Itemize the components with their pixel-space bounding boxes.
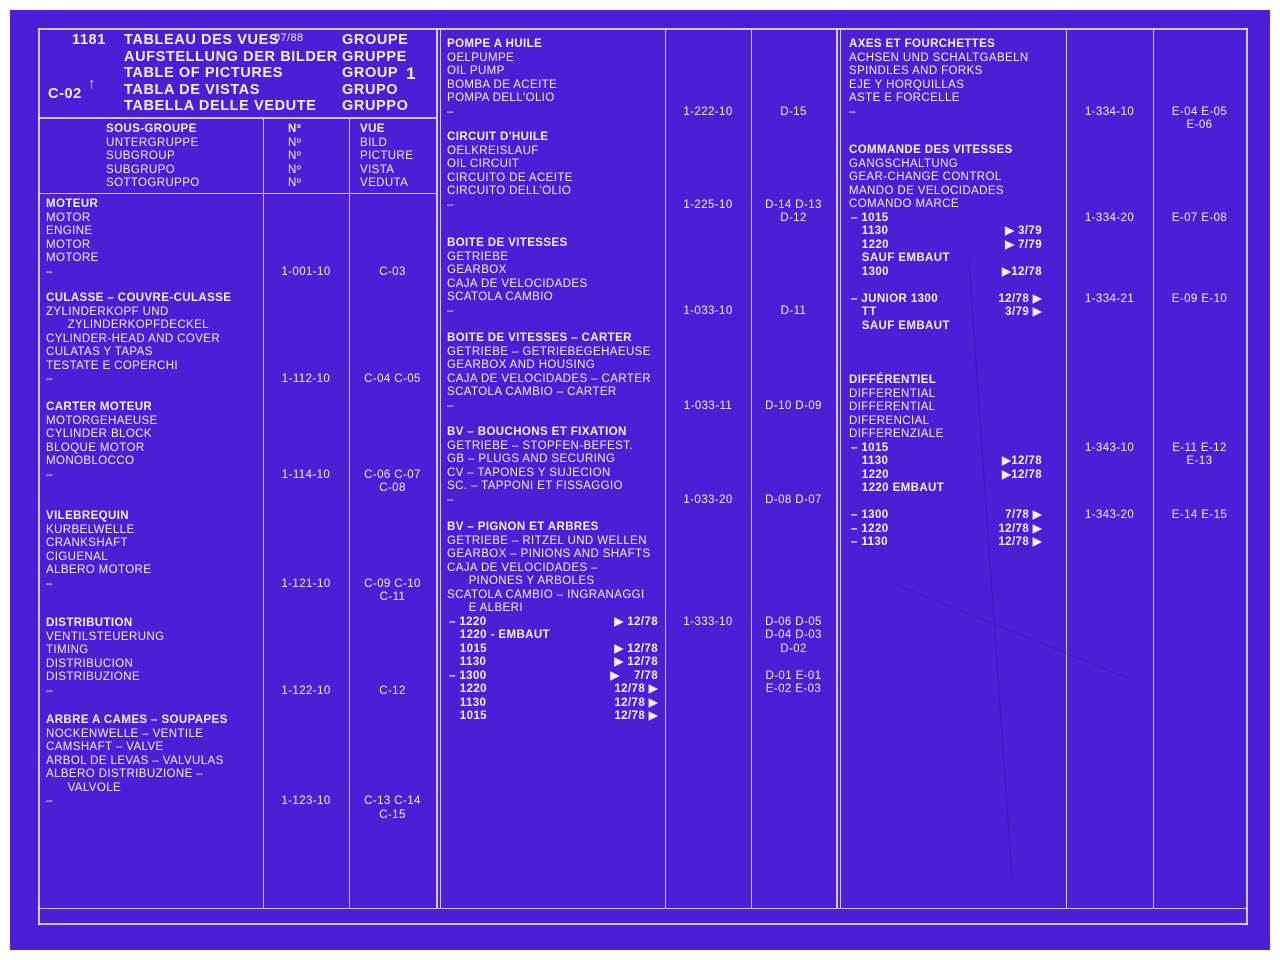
section-heading: BV – PIGNON ET ARBRES: [447, 521, 599, 533]
subheader-number: Nº: [288, 177, 302, 189]
panel3-left: [840, 28, 841, 908]
subheader-subgroup: SUBGRUPO: [106, 163, 176, 176]
header-title-line: TABELLA DELLE VEDUTE: [124, 98, 317, 114]
section-line: GEARBOX: [447, 264, 507, 276]
view-ref: E-06: [1186, 119, 1213, 131]
section-heading: CULASSE – COUVRE-CULASSE: [46, 292, 232, 304]
view-ref: E-14 E-15: [1171, 509, 1228, 521]
variant-label: – JUNIOR 1300: [851, 292, 939, 305]
part-number: 1-121-10: [281, 577, 331, 590]
section-line: ENGINE: [46, 225, 93, 237]
variant-label: SAUF EMBAUT: [851, 319, 950, 332]
part-number: 1-225-10: [683, 198, 733, 211]
section-line: BLOQUE MOTOR: [46, 441, 145, 454]
section-line: VENTILSTEUERUNG: [46, 630, 165, 643]
section-line: CAJA DE VELOCIDADES – CARTER: [447, 372, 651, 385]
section-line: GEARBOX – PINIONS AND SHAFTS: [447, 548, 651, 560]
subheader-number: Nº: [288, 163, 302, 176]
view-ref: C-11: [379, 591, 406, 603]
view-ref: E-13: [1186, 455, 1213, 467]
view-ref: E-09 E-10: [1171, 292, 1228, 305]
subheader-number: Nº: [288, 123, 302, 135]
section-line: DISTRIBUZIONE: [46, 671, 141, 683]
section-heading: CIRCUIT D'HUILE: [447, 131, 549, 143]
section-line: –: [447, 493, 454, 506]
variant-label: – 1220: [449, 615, 487, 628]
section-heading: ARBRE A CAMES – SOUPAPES: [46, 714, 228, 726]
section-line: –: [447, 198, 454, 211]
subheader-subgroup: SOUS-GROUPE: [106, 123, 197, 135]
view-ref: D-06 D-05: [765, 615, 822, 628]
variant-date: ▶ 12/78: [614, 615, 658, 628]
section-line: EJE Y HORQUILLAS: [849, 78, 965, 91]
part-number: 1-122-10: [281, 684, 331, 697]
header-group-label: GROUPE: [342, 32, 409, 48]
section-line: TESTATE E COPERCHI: [46, 359, 179, 372]
up-arrow-icon: ↑: [88, 76, 96, 92]
frame-left: [38, 28, 40, 925]
variant-date: ▶ 12/78: [614, 642, 658, 655]
section-line: CIRCUITO DE ACEITE: [447, 171, 573, 184]
section-line: GETRIEBE – RITZEL UND WELLEN: [447, 534, 647, 547]
sheet-number: 1181: [72, 32, 106, 48]
section-heading: COMMANDE DES VITESSES: [849, 144, 1013, 156]
section-line: –: [447, 105, 454, 118]
section-line: MOTOR: [46, 238, 91, 251]
section-line: GETRIEBE – STOPFEN-BEFEST.: [447, 439, 633, 452]
section-line: DISTRIBUCION: [46, 657, 134, 670]
section-line: MONOBLOCCO: [46, 455, 135, 467]
section-line: –: [46, 265, 53, 278]
section-line: DIFERENCIAL: [849, 414, 930, 427]
panel1-col-no: [263, 117, 264, 908]
view-ref: E-11 E-12: [1172, 441, 1227, 454]
view-ref: D-01 E-01: [765, 669, 822, 682]
part-number: 1-123-10: [281, 795, 331, 807]
variant-date: 3/79 ▶: [1005, 306, 1042, 318]
subheader-divider: [38, 193, 436, 194]
section-line: CYLINDER BLOCK: [46, 428, 152, 440]
section-line: SC. – TAPPONI ET FISSAGGIO: [447, 480, 623, 492]
header-title-line: AUFSTELLUNG DER BILDER: [124, 48, 338, 65]
view-ref: D-12: [780, 212, 807, 224]
section-line: CRANKSHAFT: [46, 537, 128, 549]
section-line: PINONES Y ARBOLES: [447, 575, 595, 587]
section-line: OIL CIRCUIT: [447, 158, 520, 170]
part-number: 1-334-21: [1084, 292, 1135, 305]
variant-label: 1220: [851, 468, 889, 481]
header-group-label: GRUPPE: [342, 48, 407, 65]
subheader-subgroup: UNTERGRUPPE: [106, 136, 199, 149]
section-line: CYLINDER-HEAD AND COVER: [46, 332, 221, 345]
subheader-number: Nº: [288, 136, 302, 149]
header-group-label: GROUP: [342, 65, 399, 81]
section-line: ZYLINDERKOPFDECKEL: [46, 319, 209, 331]
section-heading: BOITE DE VITESSES – CARTER: [447, 332, 632, 344]
section-line: –: [46, 684, 53, 697]
part-number: 1-033-20: [683, 493, 733, 506]
section-line: CAMSHAFT – VALVE: [46, 741, 164, 753]
parts-catalogue-sheet: [10, 10, 1270, 950]
part-number: 1-334-20: [1084, 211, 1135, 224]
section-line: KURBELWELLE: [46, 523, 135, 536]
sheet-code: C-02: [48, 86, 82, 102]
header-divider: [38, 117, 436, 119]
subheader-view: BILD: [360, 136, 388, 149]
section-line: GEAR-CHANGE CONTROL: [849, 171, 1002, 183]
header-title-line: TABLEAU DES VUES: [124, 32, 280, 48]
section-line: SCATOLA CAMBIO: [447, 291, 554, 303]
frame-bottom: [38, 923, 1248, 925]
section-line: BOMBA DE ACEITE: [447, 78, 558, 91]
section-line: –: [46, 373, 53, 385]
section-line: CAJA DE VELOCIDADES: [447, 277, 588, 290]
part-number: 1-333-10: [683, 615, 733, 628]
variant-date: ▶12/78: [1001, 265, 1042, 278]
section-line: OELPUMPE: [447, 51, 515, 64]
part-number: 1-114-10: [281, 468, 331, 481]
variant-label: 1130: [851, 455, 889, 467]
panel1-right: [436, 28, 438, 908]
variant-label: TT: [851, 306, 877, 318]
section-line: –: [46, 577, 53, 590]
variant-label: – 1300: [851, 509, 889, 521]
panel3-col-no: [1066, 28, 1067, 908]
view-ref: C-13 C-14: [364, 795, 421, 807]
section-heading: BV – BOUCHONS ET FIXATION: [447, 426, 627, 438]
subheader-view: VUE: [360, 123, 385, 135]
section-line: ASTE E FORCELLE: [849, 92, 960, 104]
variant-label: – 1220: [851, 522, 889, 535]
header-title-line: TABLA DE VISTAS: [124, 81, 261, 98]
section-line: COMANDO MARCE: [849, 198, 959, 210]
variant-date: ▶ 3/79: [1005, 225, 1042, 237]
section-heading: CARTER MOTEUR: [46, 401, 153, 413]
variant-date: ▶12/78: [1001, 455, 1042, 467]
section-heading: DISTRIBUTION: [46, 617, 133, 629]
view-ref: C-04 C-05: [364, 373, 421, 385]
panel1-col-view: [349, 117, 350, 908]
section-line: –: [447, 304, 454, 317]
section-line: DIFFERENTIAL: [849, 387, 936, 400]
section-line: ALBERO DISTRIBUZIONE –: [46, 768, 204, 780]
variant-label: 1220 - EMBAUT: [449, 629, 550, 641]
section-line: MOTORE: [46, 252, 99, 264]
section-line: OIL PUMP: [447, 65, 505, 77]
section-line: ALBERO MOTORE: [46, 564, 152, 576]
section-line: CULATAS Y TAPAS: [46, 346, 153, 358]
view-ref: D-14 D-13: [765, 198, 822, 211]
section-line: –: [46, 795, 53, 807]
section-line: SCATOLA CAMBIO – INGRANAGGI: [447, 588, 645, 601]
variant-date: 12/78 ▶: [614, 710, 658, 722]
section-line: CAJA DE VELOCIDADES –: [447, 561, 598, 574]
section-line: NOCKENWELLE – VENTILE: [46, 727, 204, 740]
variant-date: ▶12/78: [1001, 468, 1042, 481]
section-heading: BOITE DE VITESSES: [447, 237, 568, 249]
variant-label: – 1300: [449, 669, 487, 682]
section-line: DIFFERENTIAL: [849, 401, 936, 413]
section-line: SPINDLES AND FORKS: [849, 65, 983, 77]
section-line: E ALBERI: [447, 602, 523, 614]
part-number: 1-343-10: [1084, 441, 1135, 454]
section-line: CIRCUITO DELL'OLIO: [447, 185, 572, 197]
section-line: ZYLINDERKOPF UND: [46, 305, 169, 318]
header-group-label: GRUPO: [342, 81, 399, 98]
variant-label: 1220: [449, 683, 487, 695]
section-line: GEARBOX AND HOUSING: [447, 359, 596, 371]
variant-label: 1015: [449, 710, 487, 722]
frame-right: [1246, 28, 1248, 925]
variant-date: 12/78 ▶: [614, 696, 658, 709]
group-number: 1: [406, 64, 417, 83]
part-number: 1-343-20: [1084, 509, 1135, 521]
view-ref: E-04 E-05: [1171, 105, 1228, 118]
frame-footer-line: [38, 908, 1248, 909]
section-line: –: [46, 468, 53, 481]
section-line: ARBOL DE LEVAS – VALVULAS: [46, 754, 224, 767]
view-ref: D-02: [780, 642, 807, 655]
variant-label: SAUF EMBAUT: [851, 252, 950, 264]
variant-label: 1130: [449, 696, 487, 709]
subheader-subgroup: SUBGROUP: [106, 150, 176, 162]
part-number: 1-033-10: [683, 304, 733, 317]
variant-label: 1130: [851, 225, 889, 237]
part-number: 1-334-10: [1084, 105, 1135, 118]
part-number: 1-001-10: [281, 265, 331, 278]
part-number: 1-222-10: [683, 105, 733, 118]
variant-date: ▶ 7/79: [1005, 238, 1042, 251]
section-line: ACHSEN UND SCHALTGABELN: [849, 51, 1029, 64]
variant-date: 7/78 ▶: [1005, 509, 1042, 521]
scratch-mark: [968, 261, 1012, 880]
section-line: TIMING: [46, 644, 89, 656]
panel2-col-no: [665, 28, 666, 908]
view-ref: E-02 E-03: [765, 683, 822, 695]
section-line: SCATOLA CAMBIO – CARTER: [447, 386, 617, 398]
section-heading: POMPE A HUILE: [447, 38, 543, 50]
subheader-subgroup: SOTTOGRUPPO: [106, 177, 200, 189]
variant-date: 12/78 ▶: [614, 683, 658, 695]
panel2-left: [440, 28, 441, 908]
header-title-line: TABLE OF PICTURES: [124, 65, 283, 81]
variant-label: 1220: [851, 238, 889, 251]
section-heading: AXES ET FOURCHETTES: [849, 38, 996, 50]
section-line: POMPA DELL'OLIO: [447, 92, 555, 104]
view-ref: D-10 D-09: [765, 399, 822, 412]
part-number: 1-033-11: [683, 399, 733, 412]
section-line: GANGSCHALTUNG: [849, 157, 959, 170]
view-ref: C-03: [379, 265, 406, 278]
view-ref: C-09 C-10: [364, 577, 421, 590]
section-line: CV – TAPONES Y SUJECION: [447, 466, 611, 479]
view-ref: D-04 D-03: [765, 629, 822, 641]
section-line: GB – PLUGS AND SECURING: [447, 453, 616, 465]
variant-label: – 1015: [851, 211, 889, 224]
subheader-view: VISTA: [360, 163, 395, 176]
variant-label: 1015: [449, 642, 487, 655]
panel2-col-view: [751, 28, 752, 908]
variant-date: 12/78 ▶: [998, 292, 1042, 305]
view-ref: C-08: [379, 482, 406, 494]
section-line: –: [447, 399, 454, 412]
section-line: GETRIEBE: [447, 250, 509, 263]
variant-label: 1220 EMBAUT: [851, 482, 945, 494]
section-heading: DIFFÉRENTIEL: [849, 374, 937, 386]
panel2-right: [836, 28, 838, 908]
variant-label: 1300: [851, 265, 889, 278]
view-ref: C-15: [379, 808, 406, 821]
variant-date: 12/78 ▶: [998, 522, 1042, 535]
view-ref: D-11: [780, 304, 807, 317]
subheader-view: PICTURE: [360, 150, 414, 162]
view-ref: E-07 E-08: [1171, 211, 1228, 224]
view-ref: C-12: [379, 684, 406, 697]
section-line: MOTOR: [46, 211, 91, 224]
variant-label: 1130: [449, 656, 487, 668]
view-ref: D-15: [780, 105, 807, 118]
section-line: MANDO DE VELOCIDADES: [849, 184, 1004, 197]
variant-label: – 1130: [851, 536, 888, 548]
variant-label: – 1015: [851, 441, 889, 454]
variant-date: ▶ 12/78: [614, 656, 658, 668]
section-line: VALVOLE: [46, 781, 122, 794]
scratch-mark: [889, 581, 1130, 679]
section-line: OELKREISLAUF: [447, 144, 539, 157]
view-ref: D-08 D-07: [765, 493, 822, 506]
section-line: DIFFERENZIALE: [849, 428, 944, 440]
subheader-view: VEDUTA: [360, 177, 409, 189]
variant-date: 12/78 ▶: [998, 536, 1042, 548]
view-ref: C-06 C-07: [364, 468, 421, 481]
section-line: MOTORGEHAEUSE: [46, 414, 158, 427]
sheet-date: 07/88: [274, 32, 304, 44]
header-group-label: GRUPPO: [342, 98, 409, 114]
variant-date: ▶ 7/78: [610, 669, 658, 682]
part-number: 1-112-10: [281, 373, 331, 385]
section-heading: MOTEUR: [46, 198, 99, 210]
section-line: GETRIEBE – GETRIEBEGEHAEUSE: [447, 345, 651, 358]
section-line: CIGUENAL: [46, 550, 108, 563]
section-heading: VILEBREQUIN: [46, 510, 129, 522]
subheader-number: Nº: [288, 150, 302, 162]
section-line: –: [849, 105, 856, 118]
